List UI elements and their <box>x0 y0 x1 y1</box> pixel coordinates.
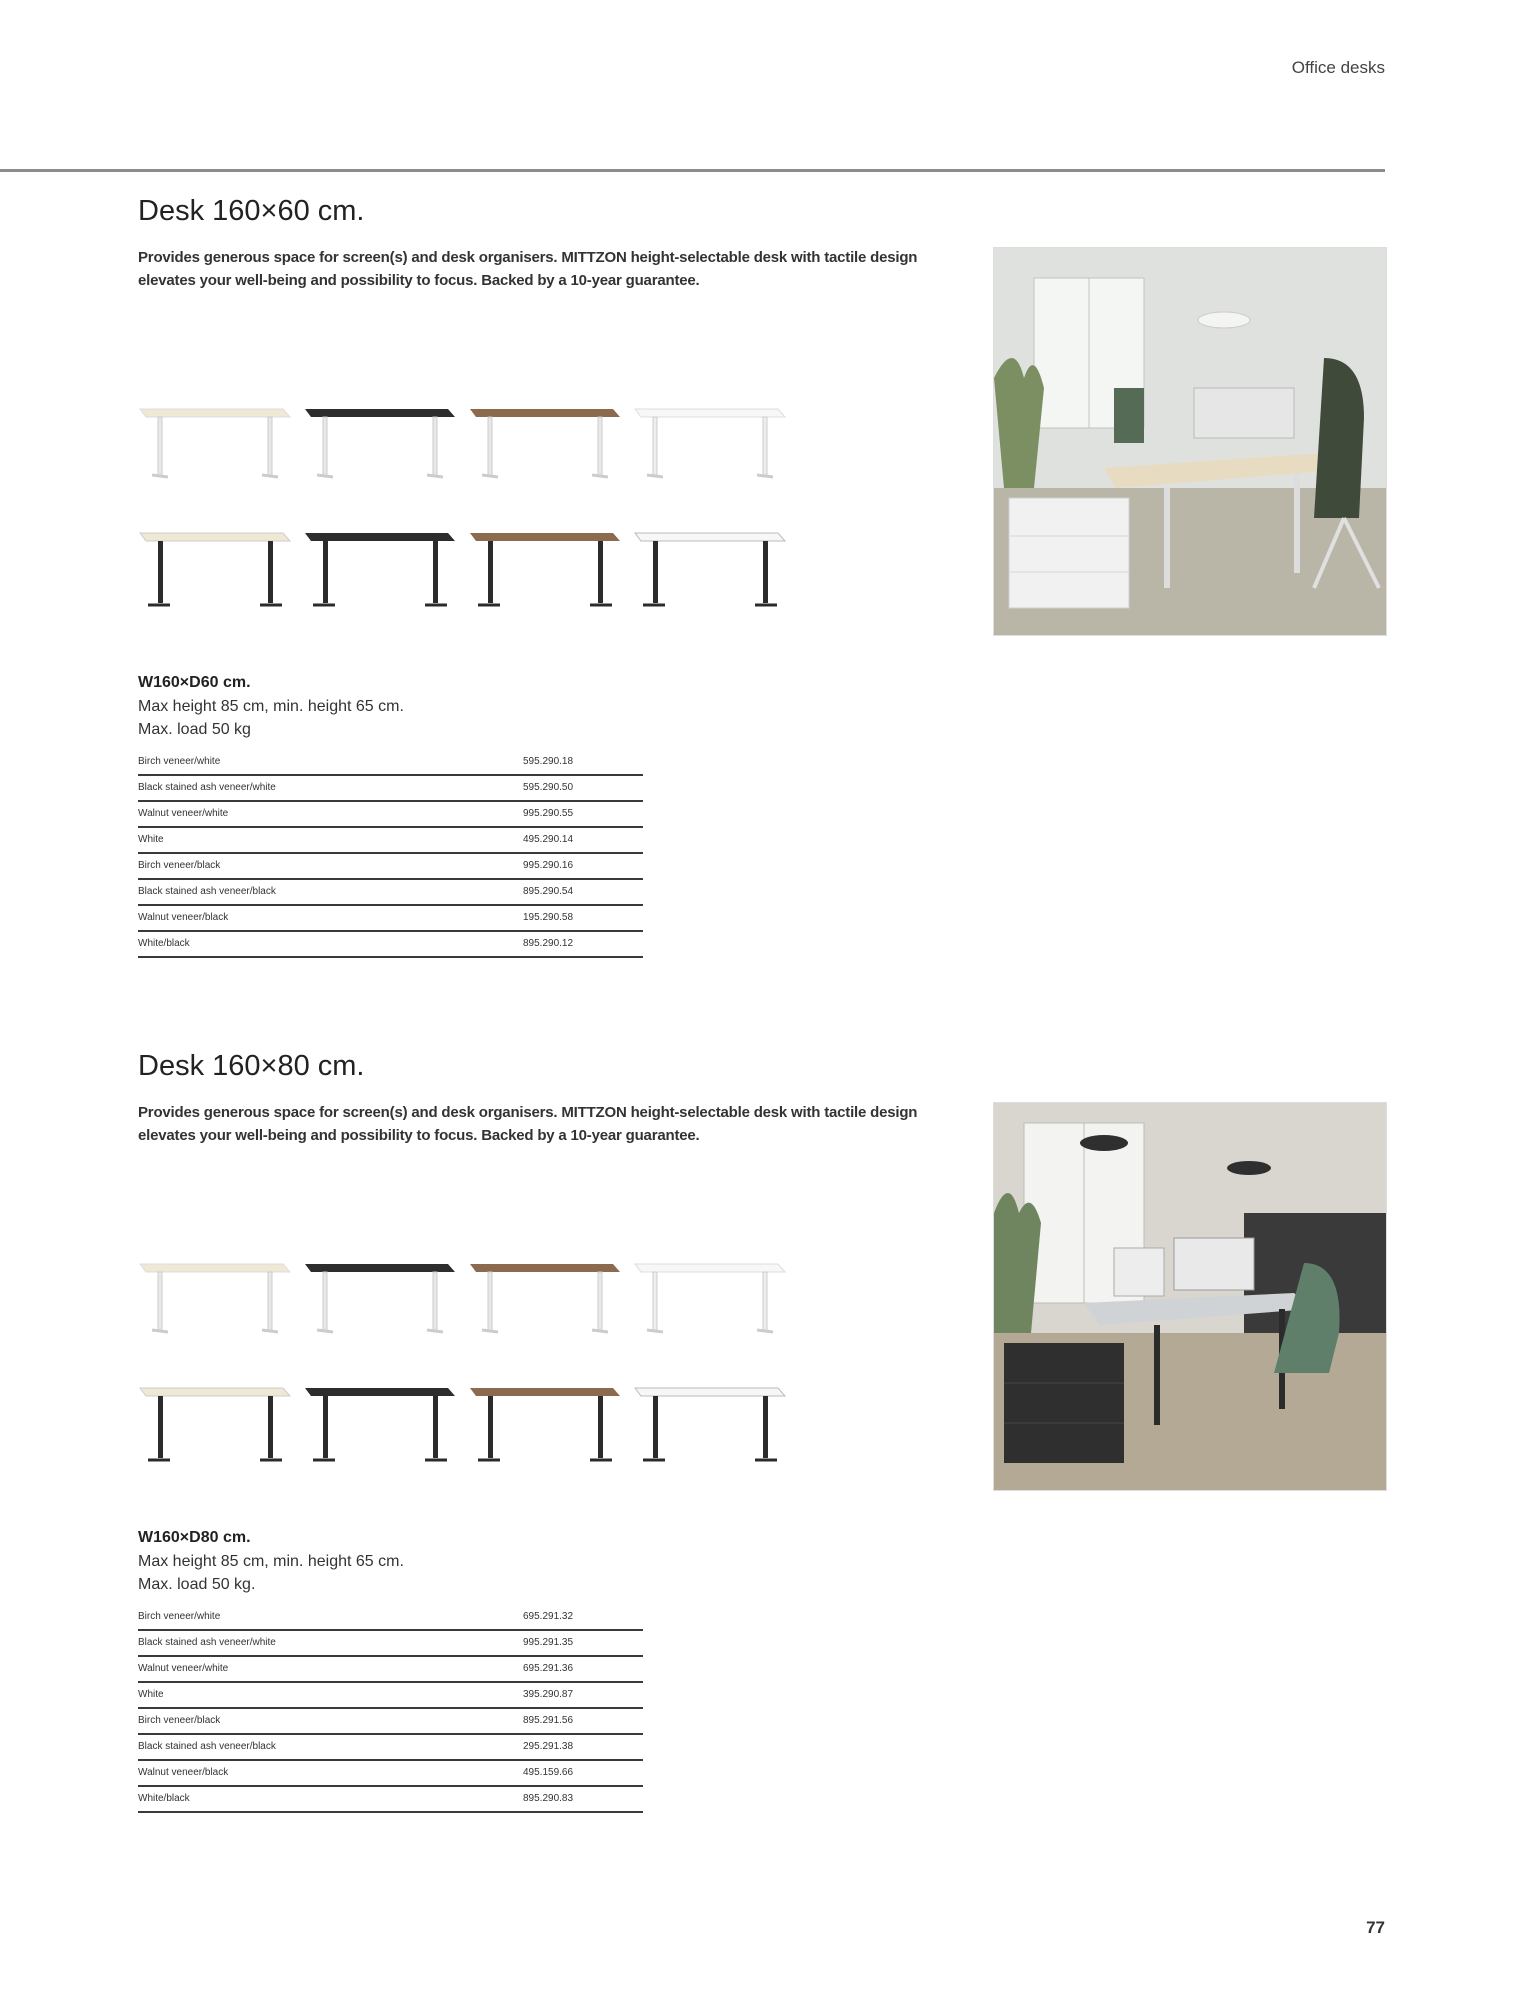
variant-name: Black stained ash veneer/white <box>138 1637 276 1648</box>
spec-height-range: Max height 85 cm, min. height 65 cm. <box>138 1553 404 1570</box>
article-number: 495.159.66 <box>523 1767 574 1778</box>
table-row <box>138 1683 643 1709</box>
table-row <box>138 1657 643 1683</box>
variant-name: White <box>138 1689 164 1700</box>
spec-max-load: Max. load 50 kg. <box>138 1576 256 1593</box>
variant-name: Walnut veneer/white <box>138 808 229 819</box>
desk-thumbnail-white <box>633 395 788 490</box>
desk-thumbnail-black-ash-black <box>303 525 458 620</box>
variant-table <box>138 750 643 958</box>
desk-specifications <box>138 1526 404 1596</box>
desk-thumbnail-walnut-white <box>468 395 623 490</box>
page-number: 77 <box>1366 1918 1385 1937</box>
variant-name: Black stained ash veneer/black <box>138 886 276 897</box>
variant-name: Birch veneer/white <box>138 1611 221 1622</box>
section-title: Desk 160×60 cm. <box>138 195 365 227</box>
desk-specifications <box>138 671 404 741</box>
table-row <box>138 854 643 880</box>
variant-name: Black stained ash veneer/black <box>138 1741 276 1752</box>
article-number: 995.290.16 <box>523 860 574 871</box>
table-row <box>138 932 643 958</box>
desk-thumbnail-birch-white <box>138 395 293 490</box>
table-row <box>138 1709 643 1735</box>
desk-thumbnail-white-black <box>633 1380 788 1475</box>
variant-name: Birch veneer/black <box>138 1715 221 1726</box>
section-title: Desk 160×80 cm. <box>138 1050 365 1082</box>
article-number: 895.291.56 <box>523 1715 574 1726</box>
desk-thumbnail-walnut-black <box>468 525 623 620</box>
variant-table <box>138 1605 643 1813</box>
article-number: 395.290.87 <box>523 1689 574 1700</box>
table-row <box>138 828 643 854</box>
desk-thumbnail-white-black <box>633 525 788 620</box>
spec-max-load: Max. load 50 kg <box>138 721 251 738</box>
section-description: Provides generous space for screen(s) and desk organisers. MITTZON height-selectable desk with tactile design elevates your well-being and possibility to focus. Backed by a 10-year guarantee. <box>138 1104 918 1144</box>
desk-thumbnail-walnut-white <box>468 1250 623 1345</box>
desk-thumbnail-black-ash-white <box>303 395 458 490</box>
desk-thumbnail-white <box>633 1250 788 1345</box>
spec-dimensions: W160×D80 cm. <box>138 1529 251 1546</box>
office-room-photo <box>993 247 1387 636</box>
table-row <box>138 880 643 906</box>
variant-name: Walnut veneer/black <box>138 912 229 923</box>
office-room-photo <box>993 1102 1387 1491</box>
variant-name: Walnut veneer/black <box>138 1767 229 1778</box>
article-number: 695.291.36 <box>523 1663 574 1674</box>
article-number: 595.290.18 <box>523 756 574 767</box>
table-row <box>138 1761 643 1787</box>
desk-variant-thumbnails <box>138 395 788 635</box>
article-number: 195.290.58 <box>523 912 574 923</box>
desk-thumbnail-black-ash-white <box>303 1250 458 1345</box>
table-row <box>138 750 643 776</box>
table-row <box>138 776 643 802</box>
article-number: 595.290.50 <box>523 782 574 793</box>
table-row <box>138 1605 643 1631</box>
article-number: 695.291.32 <box>523 1611 574 1622</box>
article-number: 895.290.83 <box>523 1793 574 1804</box>
article-number: 895.290.12 <box>523 938 574 949</box>
variant-name: White/black <box>138 938 190 949</box>
variant-name: White/black <box>138 1793 190 1804</box>
desk-thumbnail-walnut-black <box>468 1380 623 1475</box>
page-category-label: Office desks <box>1291 58 1385 77</box>
article-number: 495.290.14 <box>523 834 574 845</box>
variant-name: Birch veneer/white <box>138 756 221 767</box>
table-row <box>138 906 643 932</box>
variant-name: Black stained ash veneer/white <box>138 782 276 793</box>
section-description: Provides generous space for screen(s) and desk organisers. MITTZON height-selectable desk with tactile design elevates your well-being and possibility to focus. Backed by a 10-year guarantee. <box>138 249 918 289</box>
desk-thumbnail-black-ash-black <box>303 1380 458 1475</box>
spec-dimensions: W160×D60 cm. <box>138 674 251 691</box>
article-number: 895.290.54 <box>523 886 574 897</box>
table-row <box>138 1735 643 1761</box>
table-row <box>138 1631 643 1657</box>
variant-name: Walnut veneer/white <box>138 1663 229 1674</box>
spec-height-range: Max height 85 cm, min. height 65 cm. <box>138 698 404 715</box>
variant-name: White <box>138 834 164 845</box>
variant-name: Birch veneer/black <box>138 860 221 871</box>
desk-thumbnail-birch-black <box>138 1380 293 1475</box>
article-number: 995.290.55 <box>523 808 574 819</box>
desk-thumbnail-birch-white <box>138 1250 293 1345</box>
desk-thumbnail-birch-black <box>138 525 293 620</box>
table-row <box>138 802 643 828</box>
article-number: 995.291.35 <box>523 1637 574 1648</box>
table-row <box>138 1787 643 1813</box>
desk-variant-thumbnails <box>138 1250 788 1490</box>
header-divider <box>0 169 1385 172</box>
article-number: 295.291.38 <box>523 1741 574 1752</box>
